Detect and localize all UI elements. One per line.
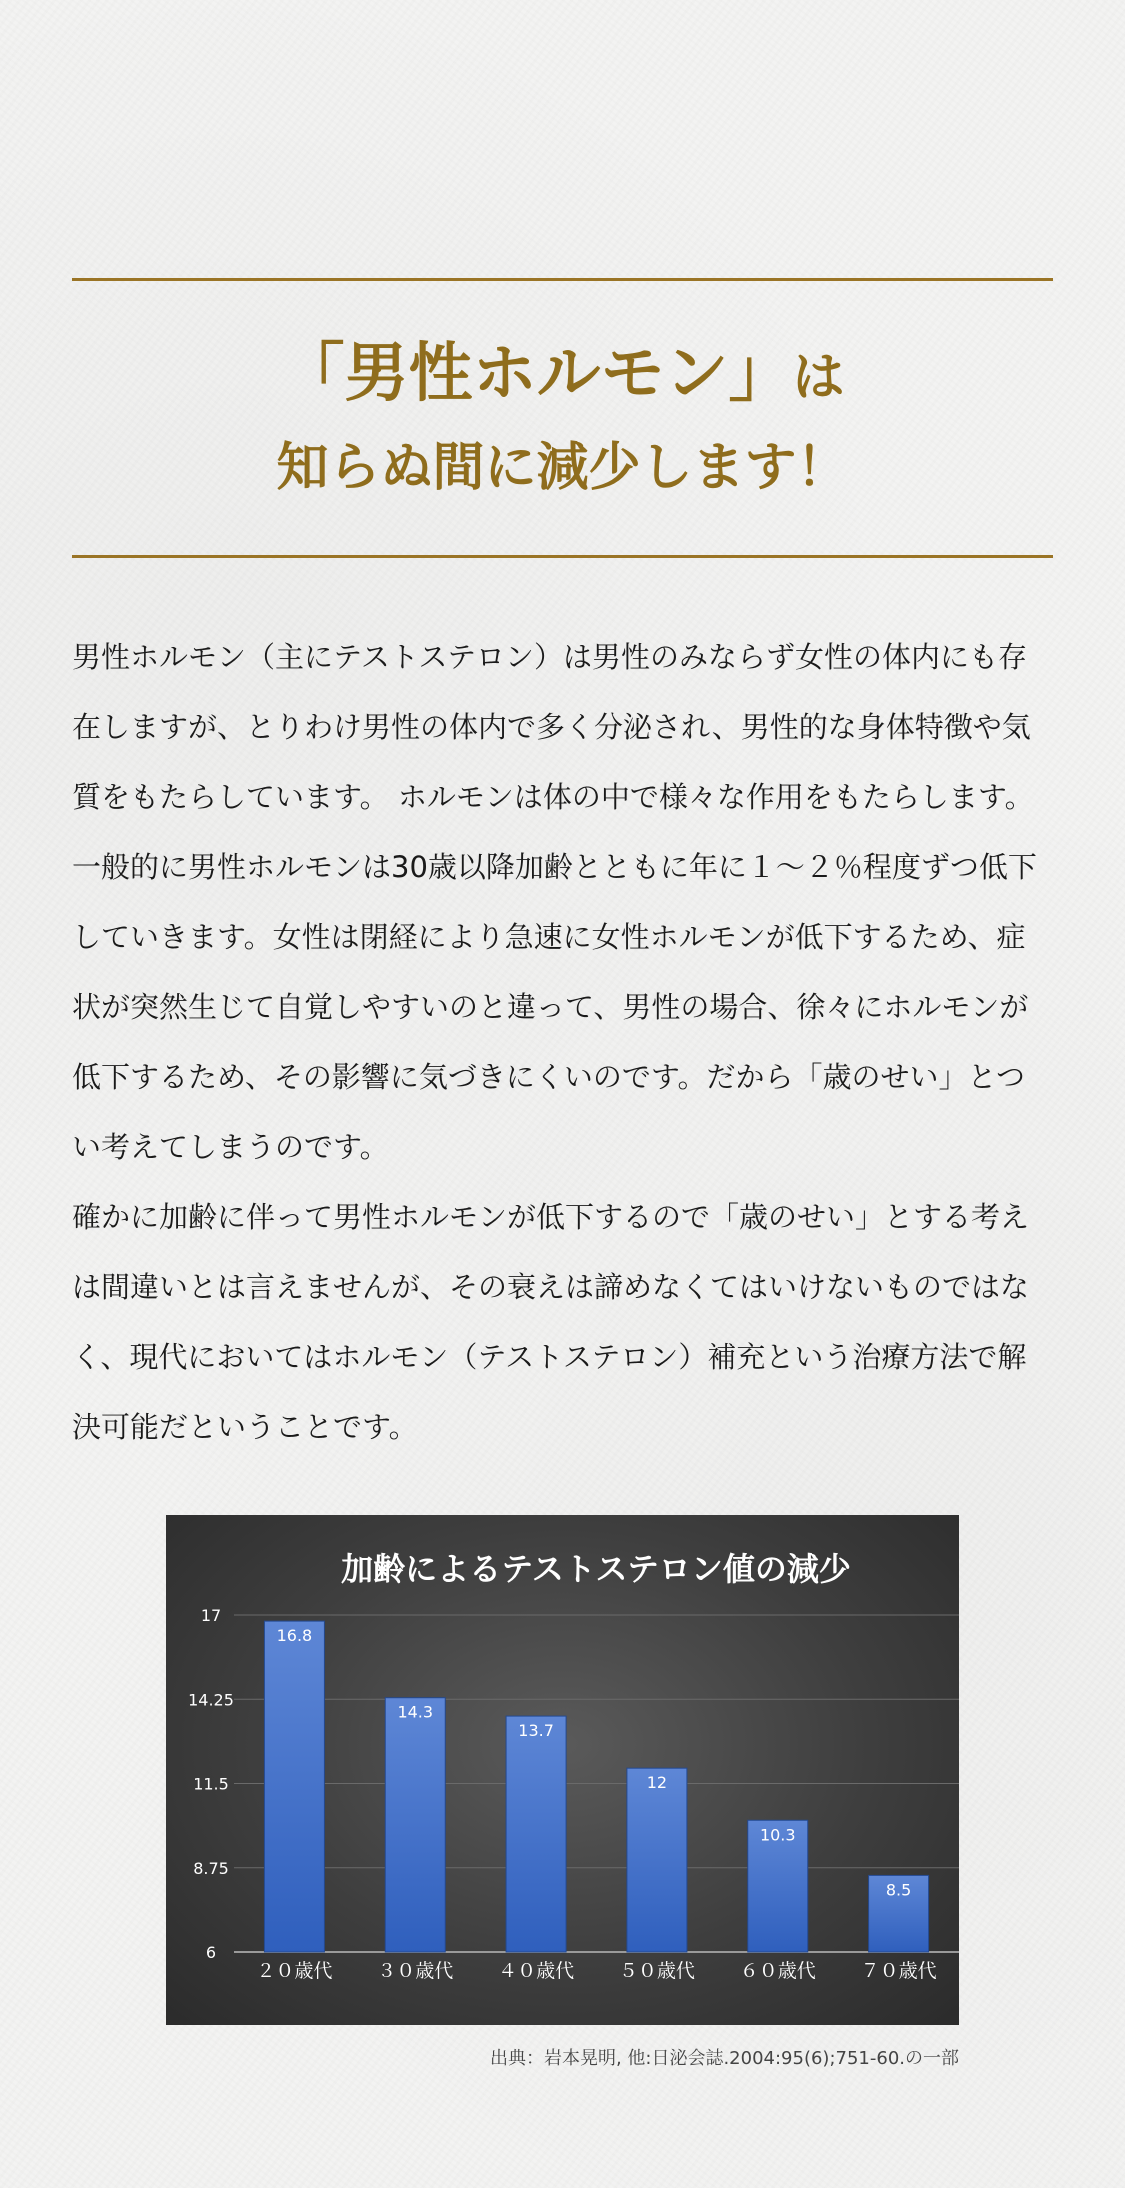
bar — [627, 1768, 687, 1952]
y-tick-label: 6 — [205, 1943, 217, 1962]
y-tick-label: 17 — [200, 1606, 222, 1625]
bar-value-label: 8.5 — [885, 1880, 912, 1900]
bar — [506, 1716, 566, 1952]
bar-value-label: 16.8 — [276, 1626, 313, 1646]
body-line: 男性ホルモン（主にテストステロン）は男性のみならず女性の体内にも存 — [72, 640, 1027, 674]
chart-svg — [166, 1515, 959, 2025]
bar-value-label: 13.7 — [518, 1721, 554, 1741]
x-tick-label: ４０歳代 — [498, 1960, 575, 1982]
body-line: は間違いとは言えませんが、その衰えは諦めなくてはいけないものではな — [72, 1270, 1030, 1304]
body-line: 在しますが、とりわけ男性の体内で多く分泌され、男性的な身体特徴や気 — [72, 710, 1031, 744]
body-line: 一般的に男性ホルモンは30歳以降加齢とともに年に１〜２％程度ずつ低下 — [72, 850, 1037, 884]
body-line: していきます。女性は閉経により急速に女性ホルモンが低下するため、症 — [72, 920, 1026, 954]
y-tick-label: 11.5 — [193, 1774, 229, 1794]
body-line: く、現代においてはホルモン（テストステロン）補充という治療方法で解 — [72, 1340, 1027, 1374]
x-tick-label: ６０歳代 — [739, 1960, 816, 1982]
x-tick-label: ２０歳代 — [256, 1960, 333, 1982]
y-tick-label: 14.25 — [188, 1690, 234, 1710]
bar-value-label: 12 — [646, 1773, 668, 1793]
title-main: 「男性ホルモン」 — [280, 337, 793, 411]
testosterone-bar-chart — [166, 1515, 959, 2025]
bar — [264, 1621, 324, 1952]
bar-value-label: 14.3 — [397, 1702, 434, 1722]
x-axis-ticks — [256, 1960, 936, 1982]
x-tick-label: ７０歳代 — [860, 1960, 937, 1982]
y-tick-label: 8.75 — [193, 1858, 229, 1878]
bar — [385, 1698, 445, 1952]
source-citation: 出典：岩本晃明, 他:日泌会誌.2004:95(6);751-60.の一部 — [489, 2048, 959, 2069]
chart-bars — [264, 1621, 928, 1952]
body-line: 状が突然生じて自覚しやすいのと違って、男性の場合、徐々にホルモンが — [72, 990, 1029, 1024]
top-divider — [72, 278, 1053, 281]
title-suffix: は — [792, 348, 845, 408]
body-line: 決可能だということです。 — [72, 1410, 418, 1444]
x-tick-label: ３０歳代 — [377, 1960, 454, 1982]
body-line: 確かに加齢に伴って男性ホルモンが低下するので「歳のせい」とする考え — [72, 1200, 1030, 1234]
body-paragraph — [72, 622, 1053, 1462]
chart-title: 加齢によるテストステロン値の減少 — [341, 1550, 851, 1588]
bar-value-label: 10.3 — [759, 1825, 796, 1845]
body-line: 質をもたらしています。 ホルモンは体の中で様々な作用をもたらします。 — [72, 780, 1034, 814]
page-title-line2: 知らぬ間に減少します！ — [276, 438, 849, 498]
body-line: 低下するため、その影響に気づきにくいのです。だから「歳のせい」とつ — [72, 1060, 1025, 1094]
y-axis-ticks — [188, 1606, 234, 1962]
page-title-line1 — [72, 334, 1053, 418]
body-line: い考えてしまうのです。 — [72, 1130, 389, 1164]
bottom-divider — [72, 555, 1053, 558]
bar-value-labels — [277, 1626, 912, 1899]
chart-gridlines — [234, 1615, 959, 1952]
x-tick-label: ５０歳代 — [618, 1960, 695, 1982]
